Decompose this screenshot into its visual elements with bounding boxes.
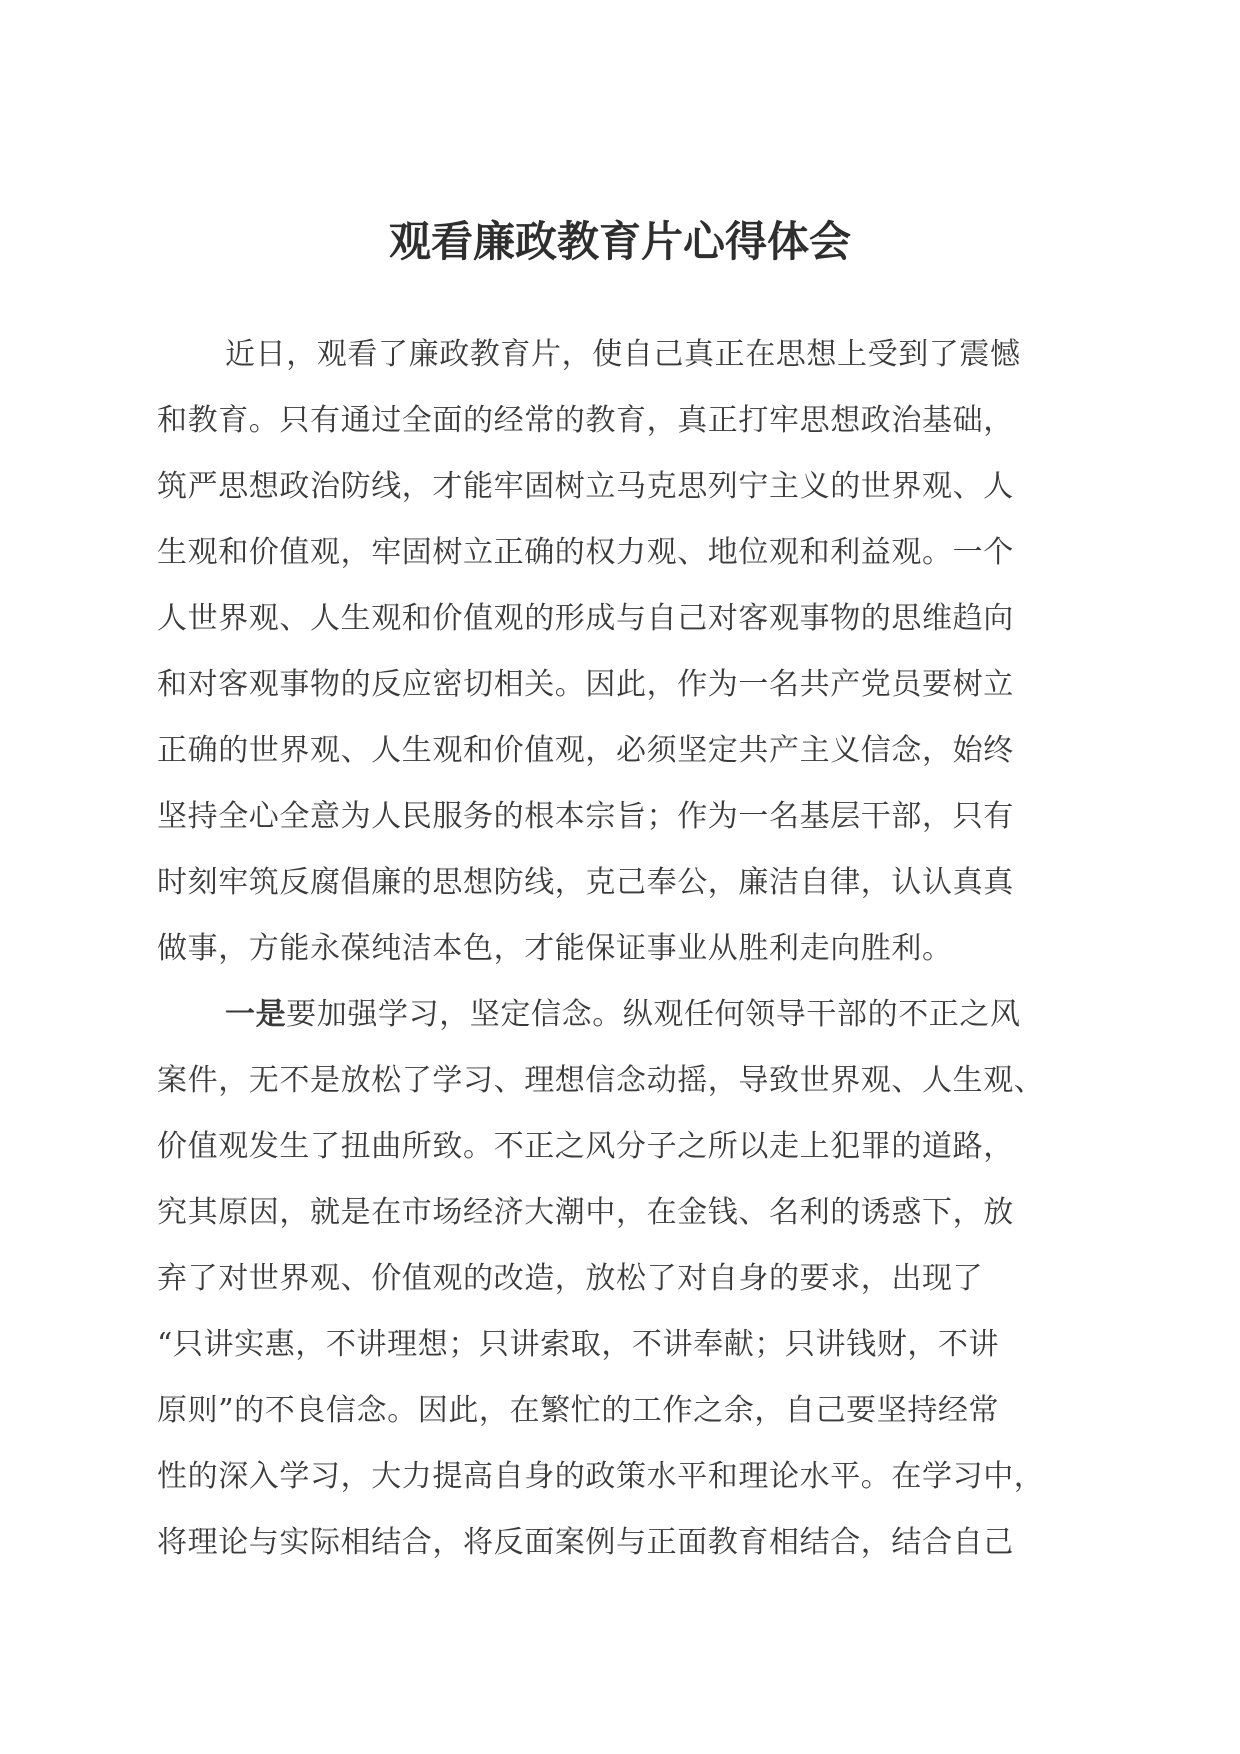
paragraph-1-line: 做事，方能永葆纯洁本色，才能保证事业从胜利走向胜利。 [157, 931, 953, 966]
paragraph-2-line: 价值观发生了扭曲所致。不正之风分子之所以走上犯罪的道路， [157, 1129, 1014, 1164]
paragraph-2-line: 案件，无不是放松了学习、理想信念动摇，导致世界观、人生观、 [157, 1063, 1045, 1098]
paragraph-1-line: 生观和价值观，牢固树立正确的权力观、地位观和利益观。一个 [157, 535, 1014, 570]
paragraph-1-line: 筑严思想政治防线，才能牢固树立马克思列宁主义的世界观、人 [157, 469, 1014, 504]
paragraph-1-line: 正确的世界观、人生观和价值观，必须坚定共产主义信念，始终 [157, 733, 1014, 768]
paragraph-1-line: 和对客观事物的反应密切相关。因此，作为一名共产党员要树立 [157, 667, 1014, 702]
paragraph-2-line: 弃了对世界观、价值观的改造，放松了对自身的要求，出现了 [157, 1261, 984, 1296]
paragraph-1-line: 近日，观看了廉政教育片，使自己真正在思想上受到了震憾 [225, 337, 1021, 372]
paragraph-2-line: 究其原因，就是在市场经济大潮中，在金钱、名利的诱惑下，放 [157, 1195, 1014, 1230]
paragraph-1-line: 人世界观、人生观和价值观的形成与自己对客观事物的思维趋向 [157, 601, 1014, 636]
paragraph-1-line: 和教育。只有通过全面的经常的教育，真正打牢思想政治基础， [157, 403, 1014, 438]
document-body [157, 322, 1087, 1576]
paragraph-2-line: 将理论与实际相结合，将反面案例与正面教育相结合，结合自己 [157, 1525, 1014, 1560]
paragraph-2-line: “只讲实惠，不讲理想；只讲索取，不讲奉献；只讲钱财，不讲 [157, 1327, 1000, 1362]
paragraph-2-line: 性的深入学习，大力提高自身的政策水平和理论水平。在学习中， [157, 1459, 1045, 1494]
paragraph-2-line: 原则”的不良信念。因此，在繁忙的工作之余，自己要坚持经常 [157, 1393, 1000, 1428]
paragraph-2-line [157, 982, 1087, 1048]
document-title: 观看廉政教育片心得体会 [388, 217, 851, 266]
paragraph-2-lead: 一是 [225, 997, 287, 1032]
paragraph-1-line: 时刻牢筑反腐倡廉的思想防线，克己奉公，廉洁自律，认认真真 [157, 865, 1014, 900]
paragraph-1-line: 坚持全心全意为人民服务的根本宗旨；作为一名基层干部，只有 [157, 799, 1014, 834]
paragraph-2-first-text: 要加强学习，坚定信念。纵观任何领导干部的不正之风 [286, 997, 1021, 1032]
